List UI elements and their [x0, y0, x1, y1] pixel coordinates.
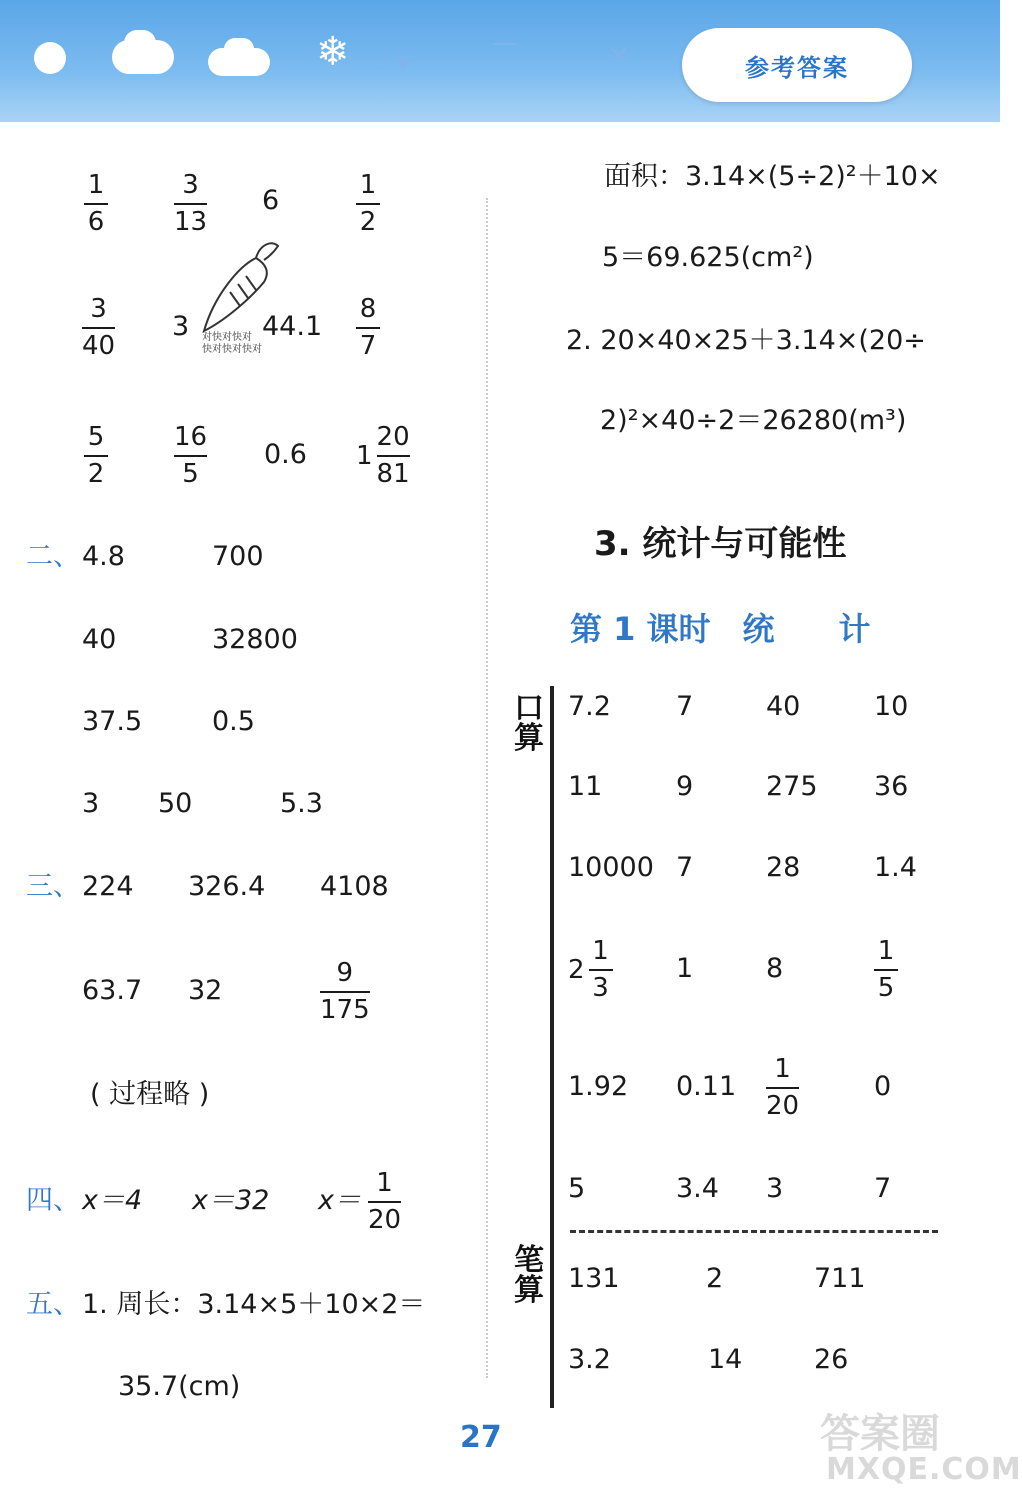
solution-line: 35.7(cm) — [118, 1371, 241, 1402]
numerator: 1 — [87, 170, 105, 200]
star-icon: — — [492, 28, 518, 58]
mixed-whole: 3 — [172, 311, 190, 342]
answer-badge-label: 参考答案 — [745, 54, 849, 82]
answer-value: 711 — [814, 1263, 866, 1294]
mixed-whole: 2 — [568, 954, 585, 985]
fraction — [82, 294, 115, 361]
denominator: 5 — [877, 973, 895, 1003]
denominator: 175 — [320, 995, 370, 1025]
fraction — [320, 958, 370, 1025]
answer-value: 9 — [676, 771, 694, 802]
answer-value: 28 — [766, 852, 801, 883]
solution-line: 面积：3.14×(5÷2)²＋10× — [604, 161, 941, 192]
fraction — [368, 1168, 401, 1235]
section-label: 五、 — [26, 1289, 80, 1320]
section-label: 四、 — [26, 1185, 80, 1216]
mixed-number — [356, 422, 410, 489]
star-icon: ✦ — [392, 48, 414, 78]
page-header — [0, 0, 1000, 122]
denominator: 81 — [376, 459, 410, 489]
answer-value: 63.7 — [82, 975, 143, 1006]
denominator: 5 — [182, 459, 199, 489]
answer-value: 0.6 — [264, 439, 307, 470]
answer-value: 3 — [766, 1173, 784, 1204]
process-note: ( 过程略 ) — [90, 1079, 210, 1110]
answer-value: 40 — [766, 691, 801, 722]
solution-line: 2. 20×40×25＋3.14×(20÷ — [566, 325, 926, 356]
denominator: 2 — [87, 459, 105, 489]
numerator: 1 — [376, 1168, 393, 1198]
answer-value: 6 — [262, 185, 280, 216]
fraction — [589, 936, 613, 1003]
answer-value: 50 — [158, 788, 193, 819]
numerator: 3 — [182, 170, 199, 200]
answer-value: 0.11 — [676, 1071, 737, 1102]
answer-value: 10 — [874, 691, 909, 722]
numerator: 20 — [376, 422, 410, 452]
fraction — [377, 422, 410, 489]
fraction — [766, 1054, 799, 1121]
circle-decoration — [34, 42, 66, 74]
numerator: 1 — [592, 936, 609, 966]
written-label: 笔 算 — [514, 1243, 544, 1308]
answer-value: 275 — [766, 771, 818, 802]
numerator: 8 — [359, 294, 377, 324]
answer-value: 1 — [676, 953, 694, 984]
answer-value: 326.4 — [188, 871, 266, 902]
denominator: 20 — [368, 1205, 402, 1235]
page-number: 27 — [460, 1420, 502, 1455]
denominator: 13 — [174, 207, 208, 237]
fraction — [356, 294, 380, 361]
answer-value: 4108 — [320, 871, 389, 902]
dashed-separator — [570, 1230, 938, 1233]
numerator: 1 — [359, 170, 377, 200]
answer-value: 44.1 — [262, 311, 323, 342]
equation: x＝ — [318, 1185, 361, 1216]
denominator: 20 — [766, 1091, 800, 1121]
mixed-whole: 1 — [356, 440, 373, 471]
numerator: 9 — [336, 958, 354, 988]
fraction — [174, 170, 207, 237]
answer-value: 5 — [568, 1173, 586, 1204]
vertical-rule — [550, 686, 554, 1408]
answer-value: 4.8 — [82, 541, 125, 572]
answer-value: 26 — [814, 1344, 849, 1375]
denominator: 7 — [359, 331, 377, 361]
numerator: 1 — [774, 1054, 791, 1084]
denominator: 2 — [359, 207, 377, 237]
oral-label: 口 算 — [514, 691, 544, 756]
answer-value: 0 — [874, 1071, 892, 1102]
answer-value: 0.5 — [212, 706, 255, 737]
fraction — [356, 170, 380, 237]
answer-value: 131 — [568, 1263, 620, 1294]
fraction — [874, 936, 898, 1003]
numerator: 3 — [90, 294, 107, 324]
lesson-title: 第 1 课时 统 计 — [570, 610, 871, 648]
solution-line: 5＝69.625(cm²) — [602, 242, 814, 273]
numerator: 16 — [174, 422, 208, 452]
denominator: 40 — [82, 331, 116, 361]
star-icon: ✕ — [608, 42, 630, 72]
answer-value: 7 — [874, 1173, 892, 1204]
answer-value: 32 — [188, 975, 223, 1006]
solution-line: 1. 周长：3.14×5＋10×2＝ — [82, 1289, 426, 1320]
numerator: 5 — [87, 422, 105, 452]
answer-value: 3.4 — [676, 1173, 719, 1204]
equation: x＝32 — [192, 1185, 270, 1216]
numerator: 1 — [877, 936, 895, 966]
answer-value: 8 — [766, 953, 784, 984]
answer-value: 40 — [82, 624, 117, 655]
answer-value: 3 — [82, 788, 100, 819]
section-title: 3. 统计与可能性 — [594, 524, 847, 564]
answer-value: 11 — [568, 771, 603, 802]
answer-value: 1.92 — [568, 1071, 629, 1102]
answer-value: 37.5 — [82, 706, 143, 737]
answer-value: 36 — [874, 771, 909, 802]
snowflake-icon: ❄ — [316, 29, 350, 75]
denominator: 3 — [592, 973, 609, 1003]
answer-value: 7 — [676, 852, 694, 883]
carrot-caption: 对快对快对 快对快对快对 — [202, 332, 262, 355]
section-label: 二、 — [26, 541, 80, 572]
answer-value: 10000 — [568, 852, 654, 883]
section-label: 三、 — [26, 871, 80, 902]
answer-value: 7.2 — [568, 691, 611, 722]
fraction — [84, 422, 108, 489]
answer-value: 32800 — [212, 624, 298, 655]
fraction — [174, 422, 207, 489]
fraction — [84, 170, 108, 237]
answer-value: 5.3 — [280, 788, 323, 819]
cloud-decoration — [224, 38, 254, 60]
denominator: 6 — [87, 207, 105, 237]
watermark: 答案圈 — [820, 1411, 940, 1457]
mixed-number — [568, 936, 613, 1003]
watermark-url: MXQE.COM — [826, 1452, 1022, 1487]
answer-value: 3.2 — [568, 1344, 611, 1375]
column-divider — [486, 198, 488, 1378]
answer-value: 2 — [706, 1263, 724, 1294]
answer-value: 1.4 — [874, 852, 917, 883]
cloud-decoration — [124, 30, 156, 56]
answer-value: 14 — [708, 1344, 743, 1375]
answer-value: 7 — [676, 691, 694, 722]
solution-line: 2)²×40÷2＝26280(m³) — [600, 405, 907, 436]
answer-value: 224 — [82, 871, 134, 902]
answer-badge — [682, 28, 912, 102]
answer-value: 700 — [212, 541, 264, 572]
equation: x＝4 — [82, 1185, 143, 1216]
